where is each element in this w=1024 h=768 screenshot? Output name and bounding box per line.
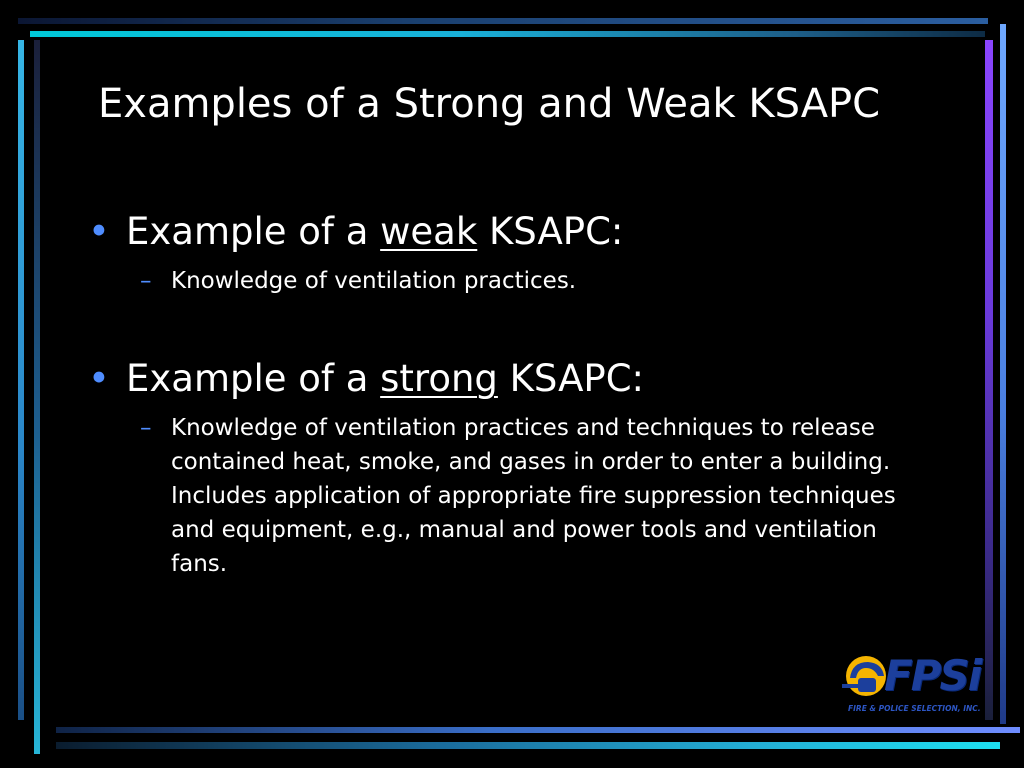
sub-bullet-marker: – — [140, 268, 152, 294]
bullet-emphasis-strong: strong — [380, 357, 498, 400]
fpsi-logo — [838, 651, 981, 720]
sub-bullet-weak-example — [140, 264, 840, 298]
bullet-marker: • — [88, 210, 110, 253]
bullet-prefix: Example of a — [126, 357, 381, 400]
sub-bullet-text: Knowledge of ventilation practices. — [171, 268, 577, 294]
frame-bottom-upper-bar — [56, 727, 1020, 733]
bullet-emphasis-weak: weak — [380, 210, 478, 253]
frame-left-outer-bar — [18, 40, 24, 720]
slide-title: Examples of a Strong and Weak KSAPC — [98, 81, 881, 127]
logo-wordmark: FPSi — [884, 651, 981, 700]
logo-tagline: FIRE & POLICE SELECTION, INC. — [848, 704, 981, 713]
bullet-prefix: Example of a — [126, 210, 381, 253]
frame-top-inner-bar — [30, 31, 985, 37]
bullet-suffix: KSAPC: — [477, 210, 624, 253]
frame-bottom-lower-bar — [56, 742, 1000, 749]
frame-right-purple-bar — [985, 40, 993, 720]
bullet-suffix: KSAPC: — [497, 357, 645, 400]
bullet-strong-ksapc — [88, 357, 644, 401]
sub-bullet-text: Knowledge of ventilation practices and techniques to release contained heat, smoke, and gases in order to enter a building. Includes application of appropriate fire suppression techniques and equipment, e.g., manual and power tools and ventilation fans. — [171, 415, 896, 577]
sub-bullet-strong-example — [140, 411, 940, 581]
frame-left-inner-bar — [34, 40, 40, 754]
bullet-weak-ksapc — [88, 210, 623, 254]
sub-bullet-marker: – — [140, 415, 152, 441]
frame-right-blue-bar — [1000, 24, 1006, 724]
bullet-marker: • — [88, 357, 110, 400]
frame-top-outer-bar — [18, 18, 988, 24]
